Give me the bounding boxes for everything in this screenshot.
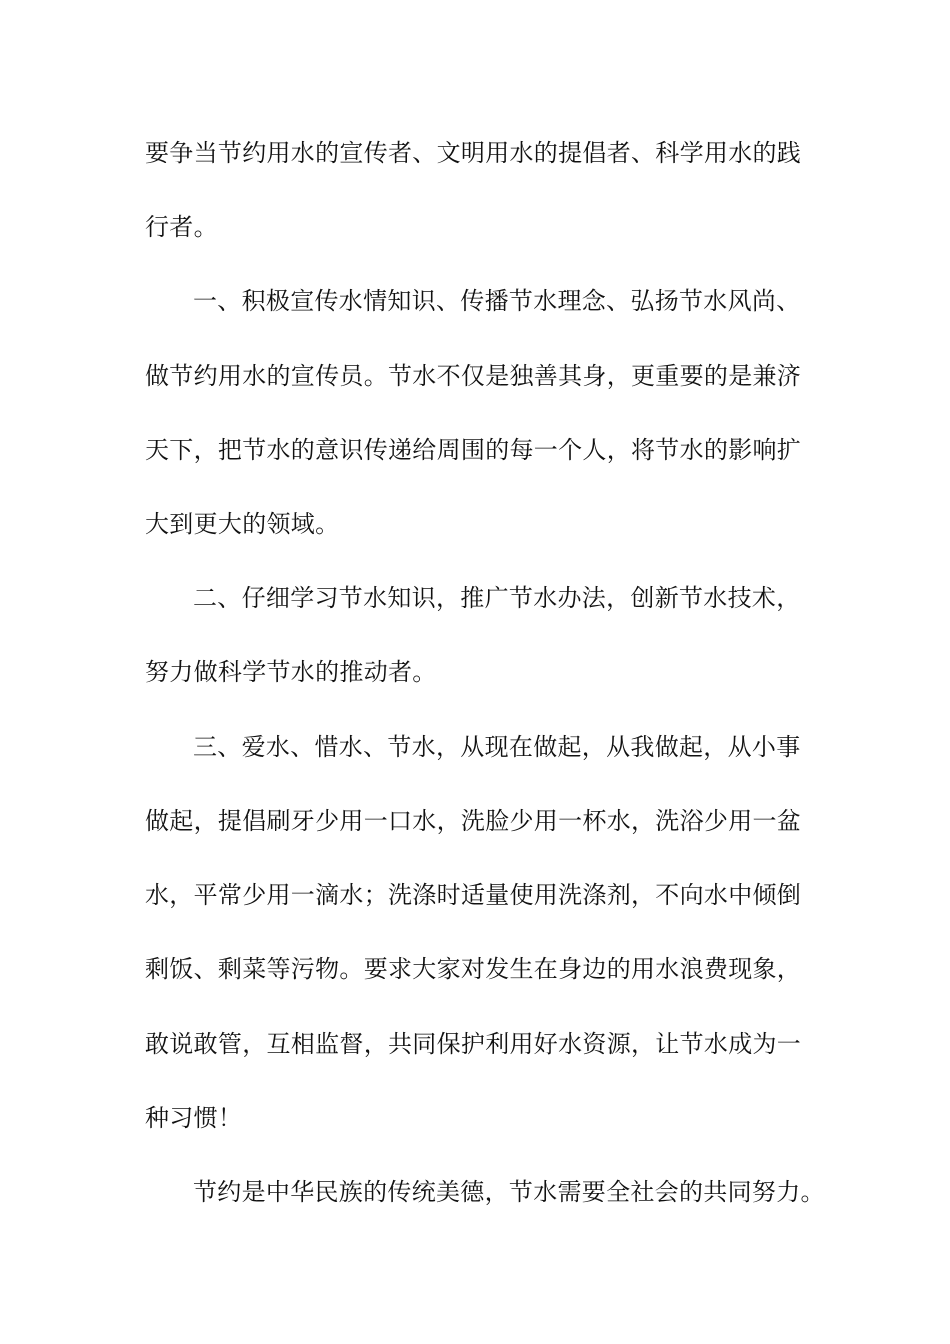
paragraph-line: 节约是中华民族的传统美德，节水需要全社会的共同努力。 [193, 1178, 825, 1206]
paragraph-line: 要争当节约用水的宣传者、文明用水的提倡者、科学用水的践 [145, 139, 802, 167]
paragraph-line: 做起，提倡刷牙少用一口水，洗脸少用一杯水，洗浴少用一盆 [145, 807, 802, 835]
paragraph-line: 一、积极宣传水情知识、传播节水理念、弘扬节水风尚、 [193, 287, 801, 315]
paragraph-line: 做节约用水的宣传员。节水不仅是独善其身，更重要的是兼济 [145, 362, 802, 390]
paragraph-line: 种习惯！ [145, 1104, 243, 1132]
paragraph-line: 天下，把节水的意识传递给周围的每一个人，将节水的影响扩 [145, 436, 802, 464]
paragraph-line: 敢说敢管，互相监督，共同保护利用好水资源，让节水成为一 [145, 1030, 802, 1058]
paragraph-line: 水，平常少用一滴水；洗涤时适量使用洗涤剂，不向水中倾倒 [145, 881, 802, 909]
paragraph-line: 大到更大的领域。 [145, 510, 340, 538]
paragraph-line: 行者。 [145, 213, 218, 241]
paragraph-line: 二、仔细学习节水知识，推广节水办法，创新节水技术， [193, 584, 801, 612]
paragraph-line: 剩饭、剩菜等污物。要求大家对发生在身边的用水浪费现象， [145, 955, 802, 983]
paragraph-line: 三、爱水、惜水、节水，从现在做起，从我做起，从小事 [193, 733, 801, 761]
paragraph-line: 努力做科学节水的推动者。 [145, 658, 437, 686]
